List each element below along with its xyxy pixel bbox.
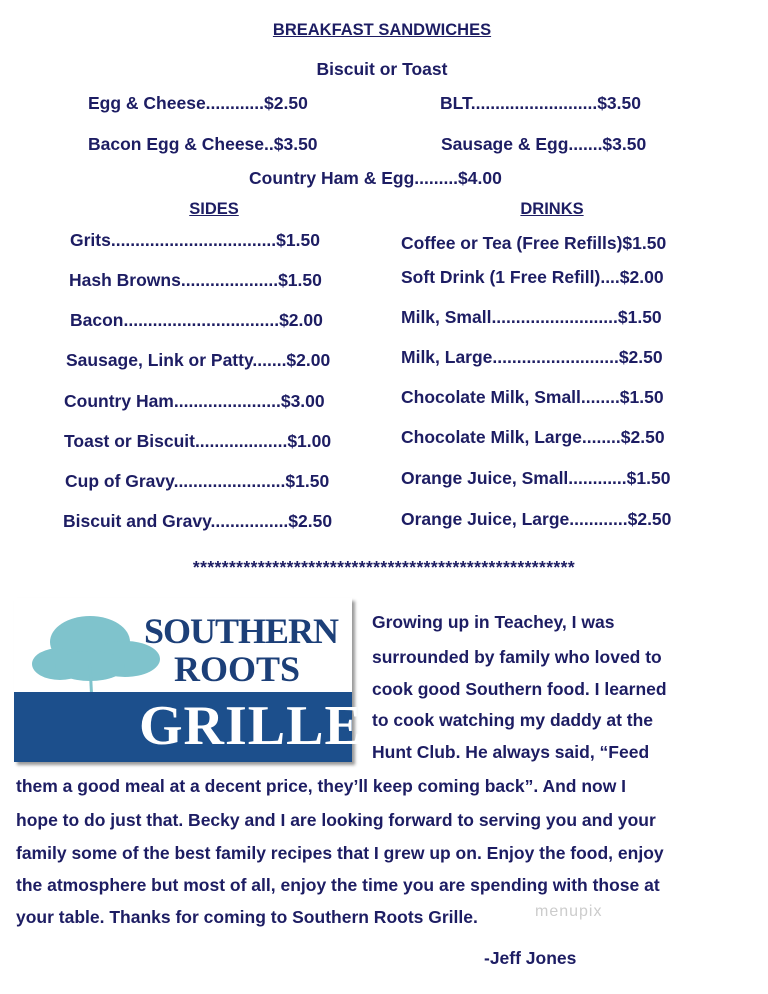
side-item: Sausage, Link or Patty.......$2.00 xyxy=(66,350,331,370)
side-item: Bacon................................$2.00 xyxy=(70,310,323,330)
side-item: Toast or Biscuit...................$1.00 xyxy=(64,431,332,451)
side-item: Cup of Gravy.......................$1.50 xyxy=(65,471,330,491)
drink-item: Coffee or Tea (Free Refills)$1.50 xyxy=(401,233,667,253)
drink-item: Chocolate Milk, Small........$1.50 xyxy=(401,387,664,407)
drink-item: Orange Juice, Small............$1.50 xyxy=(401,468,671,488)
story-line: surrounded by family who loved to xyxy=(372,647,662,667)
menu-item: Bacon Egg & Cheese..$3.50 xyxy=(88,134,318,154)
signature: -Jeff Jones xyxy=(484,948,577,968)
side-item: Grits..................................$1.50 xyxy=(70,230,320,250)
drink-item: Milk, Large..........................$2.50 xyxy=(401,347,663,367)
side-item: Hash Browns....................$1.50 xyxy=(69,270,322,290)
drink-item: Chocolate Milk, Large........$2.50 xyxy=(401,427,665,447)
logo xyxy=(14,598,363,762)
side-item: Biscuit and Gravy................$2.50 xyxy=(63,511,333,531)
drink-item: Soft Drink (1 Free Refill)....$2.00 xyxy=(401,267,664,287)
sides-heading: SIDES xyxy=(189,200,239,218)
story-line: cook good Southern food. I learned xyxy=(372,679,667,699)
story-line: the atmosphere but most of all, enjoy the time you are spending with those at xyxy=(16,875,660,895)
side-item: Country Ham......................$3.00 xyxy=(64,391,325,411)
section-title-breakfast-sandwiches: BREAKFAST SANDWICHES xyxy=(272,21,492,39)
drinks-heading: DRINKS xyxy=(520,200,584,218)
subtitle: Biscuit or Toast xyxy=(316,59,448,79)
story-line: to cook watching my daddy at the xyxy=(372,710,654,730)
watermark: menupix xyxy=(535,903,603,920)
logo-text-southern: SOUTHERN xyxy=(144,611,339,651)
story-line: hope to do just that. Becky and I are looking forward to serving you and your xyxy=(16,810,656,830)
menu-item: Sausage & Egg.......$3.50 xyxy=(441,134,647,154)
menu-item: BLT..........................$3.50 xyxy=(440,93,641,113)
drink-item: Orange Juice, Large............$2.50 xyxy=(401,509,672,529)
divider: ***************************************************** xyxy=(192,557,576,577)
logo-text-grille: GRILLE xyxy=(139,695,363,757)
story-line: your table. Thanks for coming to Southern Roots Grille. xyxy=(16,907,478,927)
logo-text-roots: ROOTS xyxy=(174,649,301,689)
story-line: family some of the best family recipes that I grew up on. Enjoy the food, enjoy xyxy=(16,843,664,863)
drink-item: Milk, Small..........................$1.50 xyxy=(401,307,662,327)
story-line: Hunt Club. He always said, “Feed xyxy=(372,742,650,762)
menu-item: Egg & Cheese............$2.50 xyxy=(88,93,308,113)
story-line: them a good meal at a decent price, they’ll keep coming back”. And now I xyxy=(16,776,627,796)
logo-band xyxy=(14,692,363,762)
story-line: Growing up in Teachey, I was xyxy=(372,612,615,632)
menu-item: Country Ham & Egg.........$4.00 xyxy=(249,168,502,188)
